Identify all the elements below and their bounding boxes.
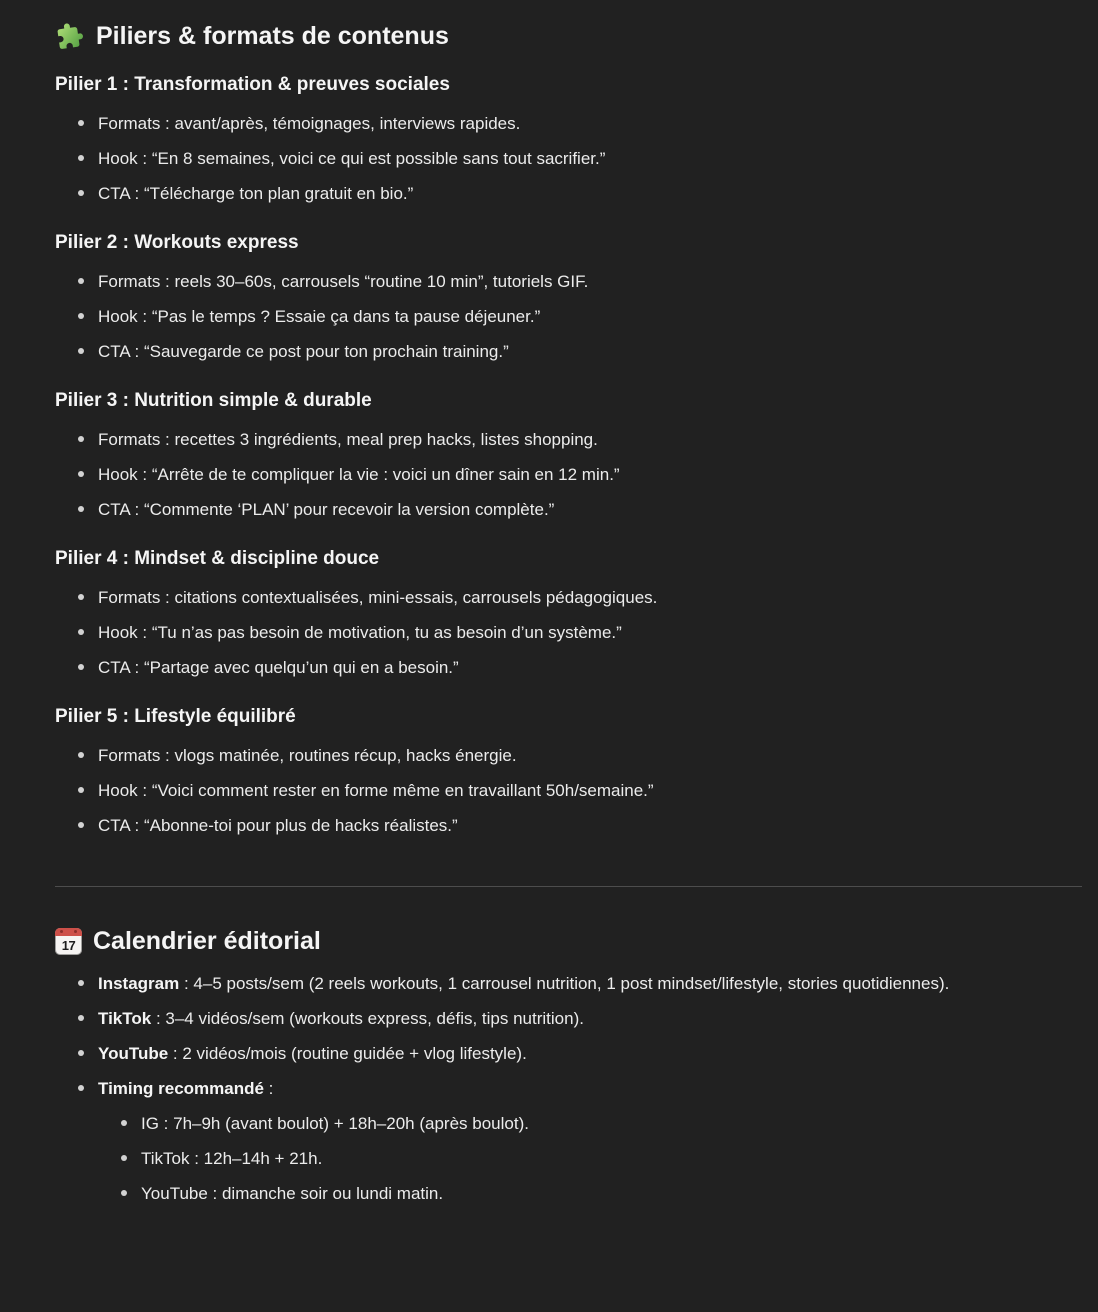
list-item: Hook : “En 8 semaines, voici ce qui est possible sans tout sacrifier.” — [55, 142, 1055, 175]
calendar-item — [55, 1072, 1055, 1210]
calendar-icon-day: 17 — [61, 937, 76, 953]
calendar-item — [55, 1002, 1055, 1035]
list-item: Hook : “Pas le temps ? Essaie ça dans ta pause déjeuner.” — [55, 300, 1055, 333]
calendar-item — [55, 967, 1055, 1000]
list-item: CTA : “Télécharge ton plan gratuit en bio.” — [55, 177, 1055, 210]
calendar-icon — [55, 928, 82, 955]
list-item: Formats : vlogs matinée, routines récup, hacks énergie. — [55, 739, 1055, 772]
pillar-heading: Pilier 2 : Workouts express — [55, 232, 299, 253]
item-text: : 2 vidéos/mois (routine guidée + vlog lifestyle). — [168, 1044, 527, 1063]
platform-label: Instagram — [98, 974, 180, 993]
nested-list-item: YouTube : dimanche soir ou lundi matin. — [98, 1177, 1055, 1210]
pillar-list — [55, 581, 1055, 684]
nested-list-item: TikTok : 12h–14h + 21h. — [98, 1142, 1055, 1175]
item-text: : 3–4 vidéos/sem (workouts express, défis, tips nutrition). — [151, 1009, 584, 1028]
calendar-item — [55, 1037, 1055, 1070]
pillars-container — [55, 72, 1055, 842]
pillar-heading: Pilier 1 : Transformation & preuves sociales — [55, 74, 450, 95]
nested-list-item: IG : 7h–9h (avant boulot) + 18h–20h (après boulot). — [98, 1107, 1055, 1140]
list-item: CTA : “Commente ‘PLAN’ pour recevoir la version complète.” — [55, 493, 1055, 526]
puzzle-icon — [55, 21, 85, 51]
list-item: Formats : recettes 3 ingrédients, meal prep hacks, listes shopping. — [55, 423, 1055, 456]
pillar-heading: Pilier 5 : Lifestyle équilibré — [55, 706, 296, 727]
list-item: Formats : reels 30–60s, carrousels “routine 10 min”, tutoriels GIF. — [55, 265, 1055, 298]
list-item: Formats : avant/après, témoignages, interviews rapides. — [55, 107, 1055, 140]
list-item: Hook : “Voici comment rester en forme même en travaillant 50h/semaine.” — [55, 774, 1055, 807]
pillar-block — [55, 704, 1055, 842]
item-text: : 4–5 posts/sem (2 reels workouts, 1 carrousel nutrition, 1 post mindset/lifestyle, stories quotidiennes). — [179, 974, 950, 993]
list-item: CTA : “Partage avec quelqu’un qui en a besoin.” — [55, 651, 1055, 684]
list-item: CTA : “Abonne-toi pour plus de hacks réalistes.” — [55, 809, 1055, 842]
calendar-icon-header — [55, 928, 82, 936]
pillar-list — [55, 739, 1055, 842]
pillars-section — [55, 20, 1055, 842]
pillar-block — [55, 230, 1055, 368]
pillars-section-heading — [55, 20, 1055, 52]
pillar-block — [55, 72, 1055, 210]
calendar-section — [55, 925, 1055, 1210]
pillar-list — [55, 423, 1055, 526]
pillar-block — [55, 546, 1055, 684]
pillar-list — [55, 107, 1055, 210]
pillar-list — [55, 265, 1055, 368]
pillars-section-title: Piliers & formats de contenus — [96, 22, 449, 50]
list-item: Hook : “Tu n’as pas besoin de motivation, tu as besoin d’un système.” — [55, 616, 1055, 649]
platform-label: Timing recommandé — [98, 1079, 264, 1098]
platform-label: TikTok — [98, 1009, 152, 1028]
section-divider — [55, 886, 1082, 887]
list-item: CTA : “Sauvegarde ce post pour ton prochain training.” — [55, 335, 1055, 368]
pillar-block — [55, 388, 1055, 526]
calendar-section-title: Calendrier éditorial — [93, 927, 321, 955]
platform-label: YouTube — [98, 1044, 169, 1063]
list-item: Hook : “Arrête de te compliquer la vie : voici un dîner sain en 12 min.” — [55, 458, 1055, 491]
calendar-list — [55, 967, 1055, 1210]
nested-list — [98, 1107, 1055, 1210]
list-item: Formats : citations contextualisées, mini-essais, carrousels pédagogiques. — [55, 581, 1055, 614]
pillar-heading: Pilier 3 : Nutrition simple & durable — [55, 390, 372, 411]
calendar-section-heading — [55, 925, 1055, 957]
item-text: : — [263, 1079, 274, 1098]
pillar-heading: Pilier 4 : Mindset & discipline douce — [55, 548, 380, 569]
